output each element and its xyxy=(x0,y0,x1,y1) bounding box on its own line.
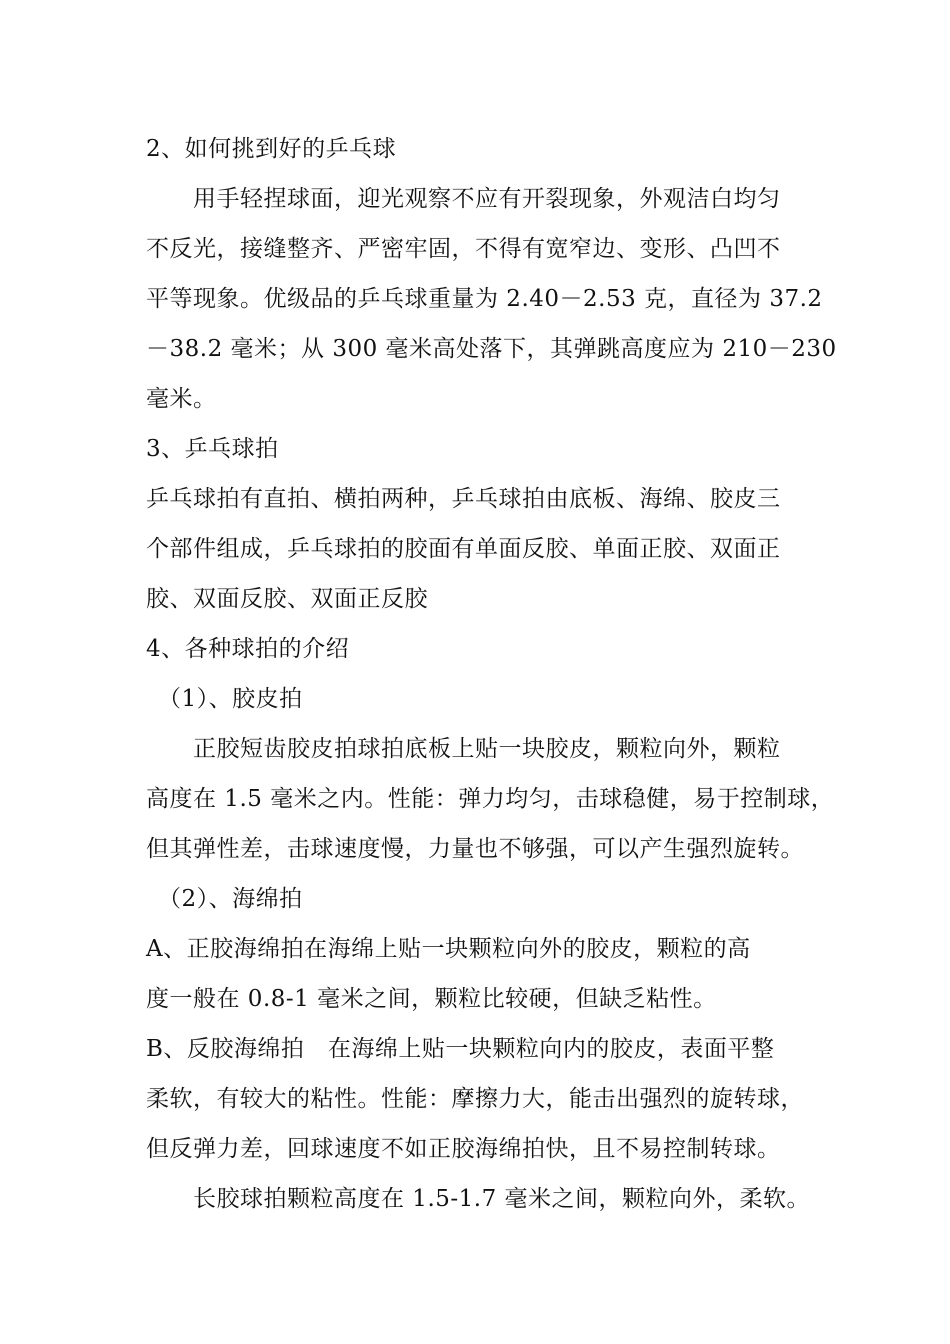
paragraph-line: 胶、双面反胶、双面正反胶 xyxy=(146,586,428,612)
paragraph-line: 平等现象。优级品的乒乓球重量为 2.40－2.53 克，直径为 37.2 xyxy=(146,286,823,312)
subheading-1: （1）、胶皮拍 xyxy=(146,686,303,712)
paragraph-line: 柔软，有较大的粘性。性能：摩擦力大，能击出强烈的旋转球， xyxy=(146,1086,804,1112)
heading-3: 3、乒乓球拍 xyxy=(146,436,279,462)
paragraph-line: 度一般在 0.8-1 毫米之间，颗粒比较硬，但缺乏粘性。 xyxy=(146,986,717,1012)
subheading-2: （2）、海绵拍 xyxy=(146,886,303,912)
paragraph-line: 乒乓球拍有直拍、横拍两种，乒乓球拍由底板、海绵、胶皮三 xyxy=(146,486,781,512)
paragraph-line: 个部件组成，乒乓球拍的胶面有单面反胶、单面正胶、双面正 xyxy=(146,536,781,562)
heading-2: 2、如何挑到好的乒乓球 xyxy=(146,136,397,162)
paragraph-line: 用手轻捏球面，迎光观察不应有开裂现象，外观洁白均匀 xyxy=(146,186,781,212)
paragraph-line: 高度在 1.5 毫米之内。性能：弹力均匀，击球稳健，易于控制球， xyxy=(146,786,835,812)
paragraph-line: 正胶短齿胶皮拍球拍底板上贴一块胶皮，颗粒向外，颗粒 xyxy=(146,736,781,762)
paragraph-line: 但其弹性差，击球速度慢，力量也不够强，可以产生强烈旋转。 xyxy=(146,836,804,862)
paragraph-line: B、反胶海绵拍 在海绵上贴一块颗粒向内的胶皮，表面平整 xyxy=(146,1036,775,1062)
paragraph-line: 但反弹力差，回球速度不如正胶海绵拍快，且不易控制转球。 xyxy=(146,1136,781,1162)
paragraph-line: 不反光，接缝整齐、严密牢固，不得有宽窄边、变形、凸凹不 xyxy=(146,236,781,262)
paragraph-line: 长胶球拍颗粒高度在 1.5-1.7 毫米之间，颗粒向外，柔软。 xyxy=(146,1186,811,1212)
paragraph-line: 毫米。 xyxy=(146,386,217,412)
heading-4: 4、各种球拍的介绍 xyxy=(146,636,350,662)
paragraph-line: －38.2 毫米；从 300 毫米高处落下，其弹跳高度应为 210－230 xyxy=(146,336,837,362)
paragraph-line: A、正胶海绵拍在海绵上贴一块颗粒向外的胶皮，颗粒的高 xyxy=(146,936,751,962)
